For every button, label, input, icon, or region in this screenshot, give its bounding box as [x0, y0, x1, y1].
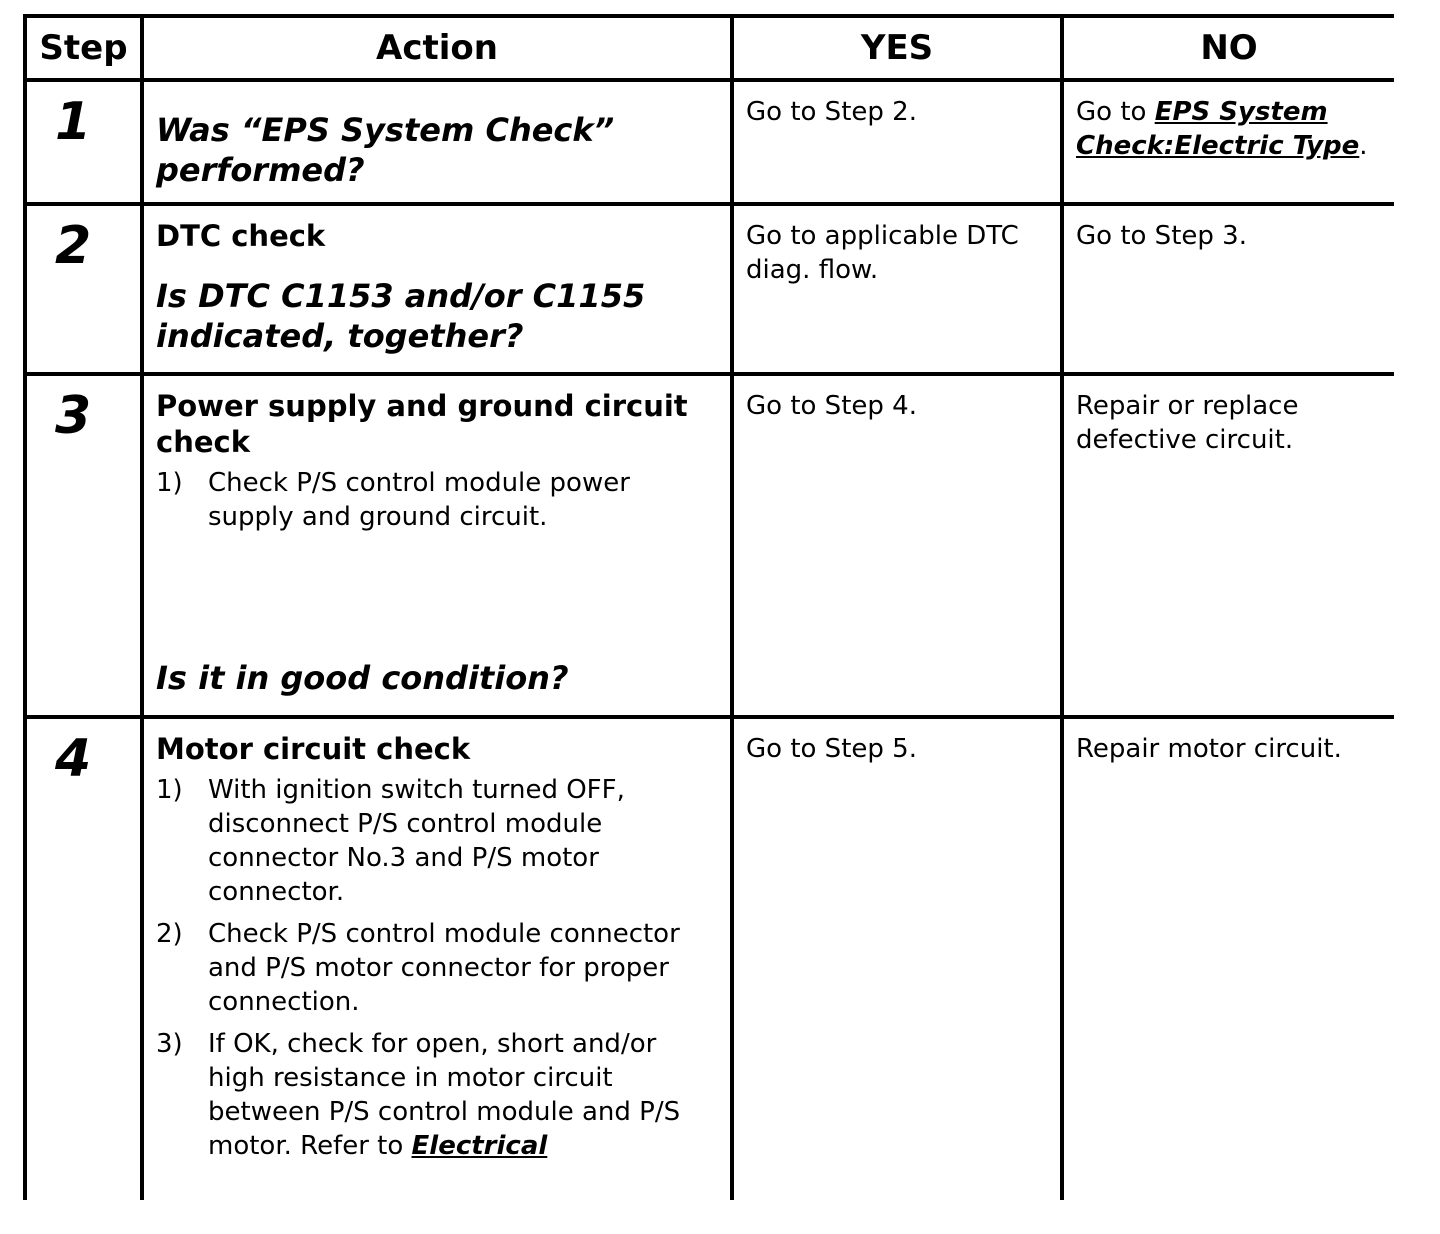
yes-cell [732, 80, 1062, 204]
question-text: Is it in good condition? [156, 659, 569, 697]
header-step: Step [25, 16, 142, 80]
no-text: Repair motor circuit. [1076, 734, 1342, 764]
action-heading: DTC check [156, 219, 326, 253]
action-cell [142, 374, 732, 717]
step-number: 2 [55, 216, 92, 276]
item-number: 1) [156, 775, 183, 805]
action-cell [142, 80, 732, 204]
yes-cell [732, 717, 1062, 1200]
header-yes: YES [732, 16, 1062, 80]
list-item [156, 466, 718, 534]
table-row [25, 80, 1394, 204]
procedure-list [156, 773, 718, 1163]
yes-cell [732, 374, 1062, 717]
item-text: If OK, check for open, short and/or high resistance in motor circuit between P/S control module and P/S motor. Refer to [208, 1029, 681, 1161]
item-text: With ignition switch turned OFF, disconnect P/S control module connector No.3 and P/S motor connector. [208, 775, 625, 907]
no-text-prefix: Go to [1076, 97, 1155, 127]
action-heading: Power supply and ground circuit check [156, 389, 688, 459]
no-text: Repair or replace defective circuit. [1076, 391, 1299, 455]
step-cell [25, 374, 142, 717]
table-row [25, 204, 1394, 374]
action-cell [142, 204, 732, 374]
list-item [156, 773, 718, 909]
item-text: Check P/S control module connector and P/S motor connector for proper connection. [208, 919, 680, 1017]
item-number: 1) [156, 468, 183, 498]
table-row [25, 374, 1394, 717]
list-item [156, 1027, 718, 1163]
step-number: 1 [55, 92, 92, 152]
header-row [25, 16, 1394, 80]
step-cell [25, 204, 142, 374]
table-row [25, 717, 1394, 1200]
item-text: Check P/S control module power supply and ground circuit. [208, 468, 630, 532]
step-number: 3 [55, 386, 92, 446]
no-cell [1062, 717, 1394, 1200]
yes-text: Go to applicable DTC diag. flow. [746, 221, 1019, 285]
yes-cell [732, 204, 1062, 374]
header-no: NO [1062, 16, 1394, 80]
action-cell [142, 717, 732, 1200]
electrical-link[interactable]: Electrical [411, 1131, 548, 1161]
list-item [156, 917, 718, 1019]
yes-text: Go to Step 2. [746, 97, 917, 127]
yes-text: Go to Step 4. [746, 391, 917, 421]
procedure-list [156, 466, 718, 534]
header-action: Action [142, 16, 732, 80]
action-heading: Motor circuit check [156, 732, 471, 766]
step-cell [25, 80, 142, 204]
item-number: 3) [156, 1029, 183, 1059]
question-text: Is DTC C1153 and/or C1155 indicated, together? [156, 277, 646, 355]
step-cell [25, 717, 142, 1200]
diagnostic-table-container [23, 14, 1394, 1200]
no-text-suffix: . [1359, 131, 1368, 161]
question-text: Was “EPS System Check” performed? [156, 111, 615, 189]
item-number: 2) [156, 919, 183, 949]
no-cell [1062, 80, 1394, 204]
diagnostic-table [23, 14, 1394, 1200]
no-text: Go to Step 3. [1076, 221, 1247, 251]
step-number: 4 [55, 729, 92, 789]
no-cell [1062, 374, 1394, 717]
no-cell [1062, 204, 1394, 374]
yes-text: Go to Step 5. [746, 734, 917, 764]
eps-system-check-link[interactable]: EPS System Check:Electric Type [1076, 97, 1360, 161]
